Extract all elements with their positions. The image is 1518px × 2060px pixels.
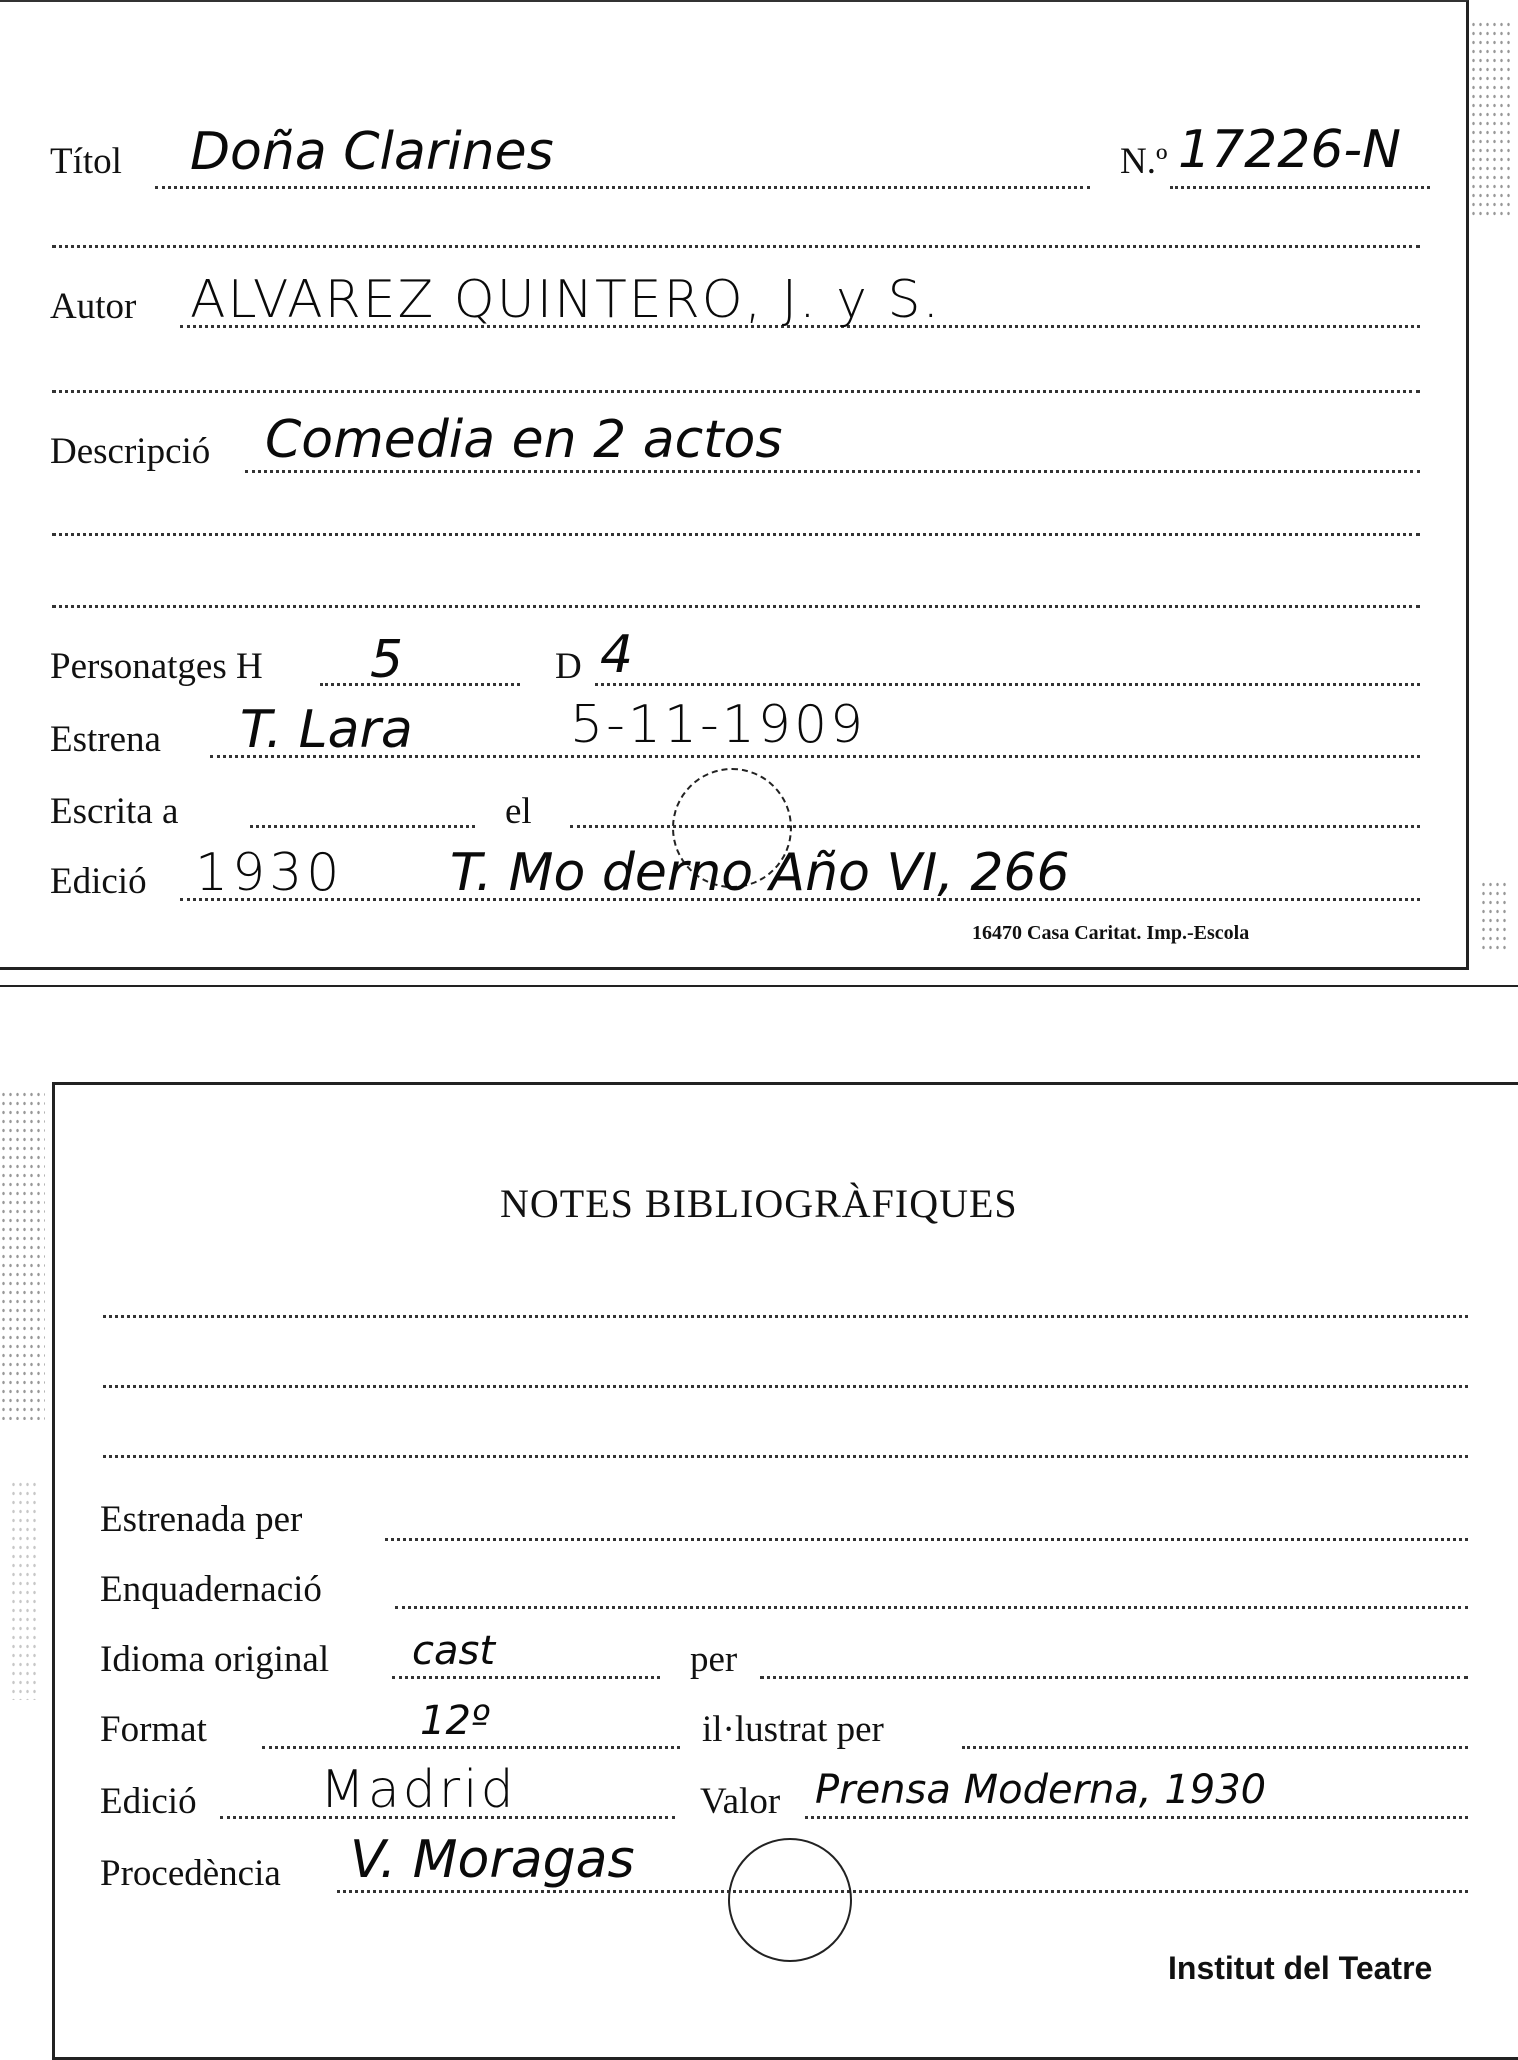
titol-label: Títol (50, 141, 122, 182)
personatges-d-label: D (555, 646, 582, 687)
numero-value: 17226-N (1178, 120, 1402, 180)
institution-name: Institut del Teatre (1168, 1950, 1433, 1986)
notes-line-2 (103, 1385, 1468, 1388)
escrita-el-label: el (505, 791, 532, 832)
estrenada-label: Estrenada per (100, 1499, 303, 1540)
format-line (262, 1746, 680, 1749)
format-label: Format (100, 1709, 207, 1750)
descripcio-line (245, 470, 1420, 473)
titol-value: Doña Clarines (190, 122, 554, 182)
descripcio-label: Descripció (50, 431, 211, 472)
illustrat-line (962, 1746, 1468, 1749)
edicio-value-bottom: Madrid (320, 1760, 517, 1820)
personatges-d-value: 4 (600, 625, 634, 685)
edicio-rest-top: T. Mo derno Año VI, 266 (450, 843, 1070, 903)
valor-value: Prensa Moderna, 1930 (815, 1767, 1267, 1813)
titol-line (155, 186, 1090, 189)
scan-noise-left-lower (10, 1480, 40, 1700)
idioma-per-label: per (690, 1639, 738, 1680)
idioma-per-line (760, 1676, 1468, 1679)
estrenada-line (385, 1538, 1468, 1541)
card-separator (0, 985, 1518, 987)
blank-line-3 (52, 533, 1420, 536)
estrena-label: Estrena (50, 719, 161, 760)
enquadernacio-line (395, 1606, 1468, 1609)
procedencia-label: Procedència (100, 1853, 281, 1894)
numero-line (1170, 186, 1430, 189)
enquadernacio-label: Enquadernació (100, 1569, 322, 1610)
edicio-value-top: 1930 (195, 843, 344, 903)
notes-line-1 (103, 1315, 1468, 1318)
personatges-h-value: 5 (370, 630, 404, 690)
format-value: 12º (420, 1698, 490, 1744)
numero-label: N.º (1120, 141, 1168, 182)
autor-value: ALVAREZ QUINTERO, J. y S. (190, 270, 941, 330)
edicio-label-top: Edició (50, 861, 147, 902)
scan-noise-top-right (1470, 20, 1510, 220)
idioma-label: Idioma original (100, 1639, 330, 1680)
blank-line-1 (52, 245, 1420, 248)
illustrat-label: il·lustrat per (702, 1709, 884, 1750)
scan-noise-right (1480, 880, 1510, 950)
personatges-label: Personatges H (50, 646, 263, 687)
descripcio-value: Comedia en 2 actos (265, 410, 783, 470)
notes-line-3 (103, 1455, 1468, 1458)
autor-label: Autor (50, 286, 137, 327)
personatges-d-line (595, 683, 1420, 686)
printer-imprint: 16470 Casa Caritat. Imp.-Escola (972, 922, 1250, 944)
valor-line (805, 1816, 1468, 1819)
procedencia-value: V. Moragas (350, 1830, 635, 1890)
estrena-value: T. Lara (240, 700, 413, 760)
blank-line-2 (52, 390, 1420, 393)
escrita-label: Escrita a (50, 791, 179, 832)
blank-line-4 (52, 605, 1420, 608)
scan-noise-left (0, 1090, 45, 1420)
estrena-date: 5-11-1909 (570, 695, 867, 755)
idioma-value: cast (412, 1628, 496, 1674)
escrita-a-line (250, 825, 475, 828)
idioma-line (392, 1676, 660, 1679)
stamp-circle-bottom (728, 1838, 852, 1962)
notes-title: NOTES BIBLIOGRÀFIQUES (500, 1181, 1018, 1226)
personatges-h-line (320, 683, 520, 686)
valor-label: Valor (700, 1781, 781, 1822)
edicio-label-bottom: Edició (100, 1781, 197, 1822)
procedencia-line (337, 1890, 1468, 1893)
